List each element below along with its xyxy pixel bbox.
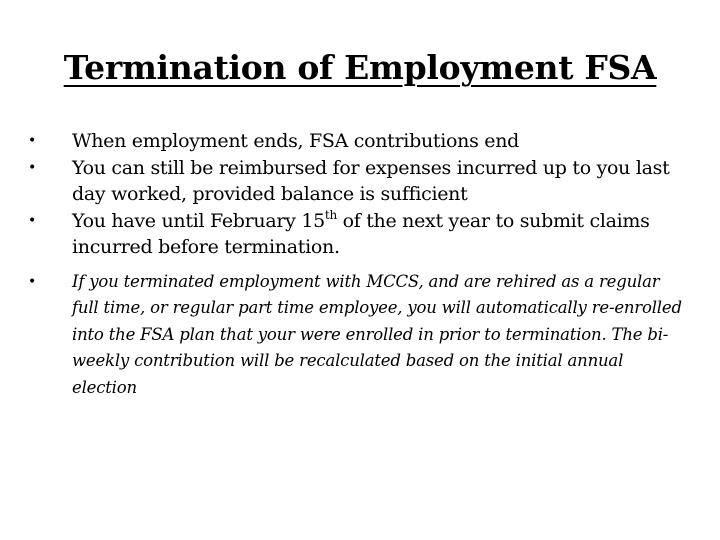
bullet-dot: • xyxy=(28,212,36,229)
bullet-text-start: You have until February 15 xyxy=(72,209,325,232)
bullet-item xyxy=(28,155,688,208)
bullet-text-end: of the next year to submit claims incurred before termination. xyxy=(72,209,650,258)
bullet-list xyxy=(28,128,688,401)
bullet-text: You can still be reimbursed for expenses incurred up to you last day worked, provided balance is sufficient xyxy=(72,156,670,205)
ordinal-superscript: th xyxy=(324,207,337,222)
bullet-text: When employment ends, FSA contributions end xyxy=(72,130,519,152)
slide-title: Termination of Employment FSA xyxy=(63,48,657,87)
bullet-item xyxy=(28,208,688,261)
bullet-dot: • xyxy=(28,159,36,176)
bullet-item-italic xyxy=(28,269,688,402)
bullet-text: If you terminated employment with MCCS, and are rehired as a regular full time, or regular part time employee, you will automatically re-enrolled into the FSA plan that your were enrolled in prior to termination. The bi-weekly contribution will be recalculated based on the initial annual election xyxy=(72,271,682,397)
bullet-dot: • xyxy=(28,273,37,290)
bullet-item xyxy=(28,128,688,155)
bullet-dot: • xyxy=(28,133,36,149)
